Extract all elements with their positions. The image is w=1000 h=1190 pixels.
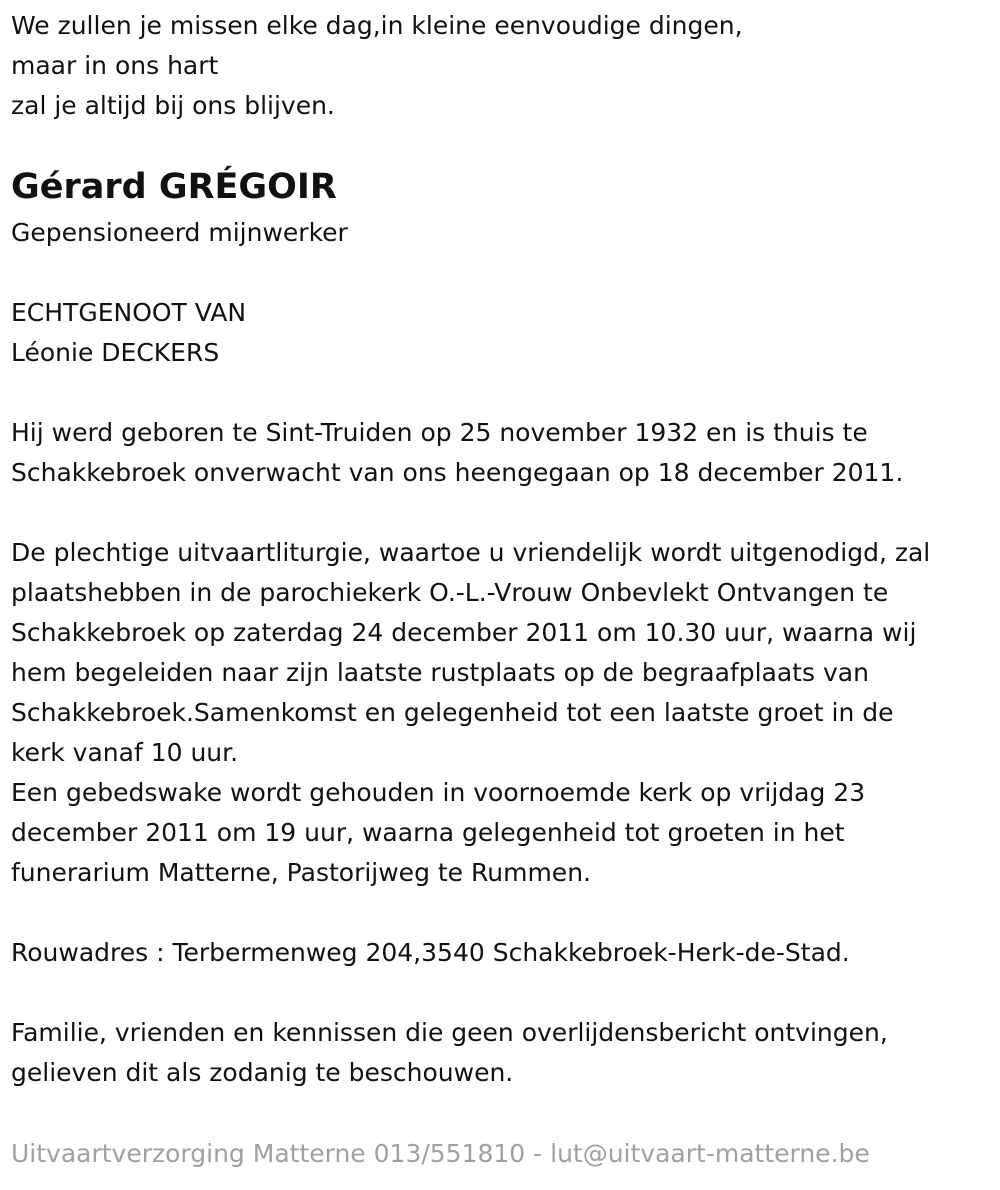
- paragraph-line: plaatshebben in de parochiekerk O.-L.-Vrouw Onbevlekt Ontvangen te: [11, 578, 889, 607]
- obituary-notice: [11, 6, 991, 1093]
- spouse-block: [11, 293, 991, 373]
- paragraph-line: kerk vanaf 10 uur.: [11, 738, 239, 767]
- paragraph-line: gelieven dit als zodanig te beschouwen.: [11, 1058, 514, 1087]
- paragraph-line: Schakkebroek onverwacht van ons heengegaan op 18 december 2011.: [11, 458, 904, 487]
- paragraph-line: Hij werd geboren te Sint-Truiden op 25 november 1932 en is thuis te: [11, 418, 868, 447]
- mourning-address: Rouwadres : Terbermenweg 204,3540 Schakkebroek-Herk-de-Stad.: [11, 938, 850, 967]
- paragraph-line: funerarium Matterne, Pastorijweg te Rummen.: [11, 858, 591, 887]
- birth-death-paragraph: [11, 413, 991, 493]
- motto-line: maar in ons hart: [11, 51, 219, 80]
- paragraph-line: Familie, vrienden en kennissen die geen overlijdensbericht ontvingen,: [11, 1018, 888, 1047]
- notice-paragraph: [11, 1013, 991, 1093]
- spouse-label: ECHTGENOOT VAN: [11, 298, 247, 327]
- paragraph-line: Schakkebroek op zaterdag 24 december 2011 om 10.30 uur, waarna wij: [11, 618, 917, 647]
- funeral-home-footer: Uitvaartverzorging Matterne 013/551810 - lut@uitvaart-matterne.be: [11, 1139, 870, 1168]
- paragraph-line: december 2011 om 19 uur, waarna gelegenheid tot groeten in het: [11, 818, 845, 847]
- motto-line: We zullen je missen elke dag,in kleine eenvoudige dingen,: [11, 11, 743, 40]
- spouse-name: Léonie DECKERS: [11, 338, 220, 367]
- paragraph-line: De plechtige uitvaartliturgie, waartoe u vriendelijk wordt uitgenodigd, zal: [11, 538, 931, 567]
- deceased-name: Gérard GRÉGOIR: [11, 167, 337, 207]
- deceased-occupation: Gepensioneerd mijnwerker: [11, 218, 348, 247]
- motto-line: zal je altijd bij ons blijven.: [11, 91, 335, 120]
- funeral-paragraph: [11, 533, 991, 893]
- motto-verse: [11, 6, 991, 126]
- paragraph-line: hem begeleiden naar zijn laatste rustplaats op de begraafplaats van: [11, 658, 869, 687]
- paragraph-line: Een gebedswake wordt gehouden in voornoemde kerk op vrijdag 23: [11, 778, 866, 807]
- paragraph-line: Schakkebroek.Samenkomst en gelegenheid tot een laatste groet in de: [11, 698, 894, 727]
